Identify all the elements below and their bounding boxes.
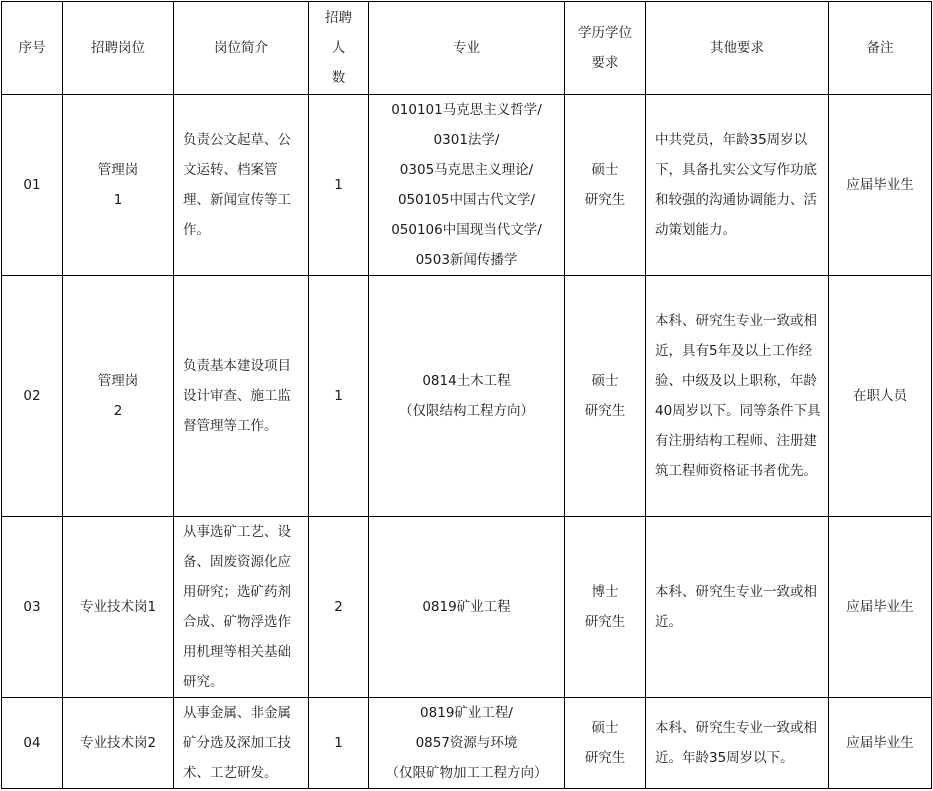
- cell-seq: 04: [2, 698, 63, 789]
- cell-major: [369, 276, 565, 517]
- table-header-row: [2, 2, 932, 95]
- header-position: 招聘岗位: [63, 2, 174, 95]
- cell-position: [63, 698, 174, 789]
- cell-degree: [565, 95, 646, 276]
- cell-count: 2: [309, 517, 369, 698]
- degree-line: 研究生: [584, 192, 626, 208]
- major-line: 0819矿业工程/: [420, 705, 513, 721]
- header-major: 专业: [369, 2, 565, 95]
- major-line: 0857资源与环境: [415, 735, 518, 751]
- major-line: 050106中国现当代文学/: [391, 222, 542, 238]
- major-line: 010101马克思主义哲学/: [391, 102, 542, 118]
- major-line: 0814土木工程: [422, 373, 511, 389]
- header-degree-line: 学历学位: [578, 25, 632, 41]
- major-line: 0301法学/: [433, 132, 500, 148]
- cell-remark: 应届毕业生: [829, 95, 932, 276]
- degree-line: 硕士: [591, 720, 619, 736]
- table-row: [2, 95, 932, 276]
- degree-line: 硕士: [591, 373, 619, 389]
- table-row: [2, 698, 932, 789]
- degree-line: 博士: [591, 584, 619, 600]
- cell-count: 1: [309, 698, 369, 789]
- major-line: （仅限结构工程方向）: [399, 403, 534, 419]
- cell-remark: 应届毕业生: [829, 698, 932, 789]
- cell-position: [63, 517, 174, 698]
- header-count-line: 人: [331, 40, 346, 56]
- position-line: 管理岗: [97, 373, 139, 389]
- cell-seq: 03: [2, 517, 63, 698]
- major-line: 0305马克思主义理论/: [399, 162, 534, 178]
- major-line: （仅限矿物加工工程方向）: [385, 765, 548, 781]
- cell-intro: 负责公文起草、公文运转、档案管理、新闻宣传等工作。: [174, 95, 309, 276]
- cell-count: 1: [309, 95, 369, 276]
- position-line: 专业技术岗1: [79, 599, 157, 615]
- header-count-line: 数: [331, 70, 346, 86]
- major-line: 050105中国古代文学/: [397, 192, 536, 208]
- recruitment-table: [1, 1, 932, 789]
- major-line: 0819矿业工程: [422, 599, 511, 615]
- cell-major: [369, 95, 565, 276]
- position-line: 管理岗: [97, 162, 139, 178]
- header-intro: 岗位简介: [174, 2, 309, 95]
- cell-other: 中共党员，年龄35周岁以下，具备扎实公文写作功底和较强的沟通协调能力、活动策划能力。: [646, 95, 829, 276]
- cell-count: 1: [309, 276, 369, 517]
- degree-line: 研究生: [584, 614, 626, 630]
- cell-seq: 01: [2, 95, 63, 276]
- header-other: 其他要求: [646, 2, 829, 95]
- position-line: 1: [113, 192, 123, 208]
- header-count: [309, 2, 369, 95]
- cell-intro: 负责基本建设项目设计审查、施工监督管理等工作。: [174, 276, 309, 517]
- cell-major: [369, 698, 565, 789]
- cell-remark: 应届毕业生: [829, 517, 932, 698]
- cell-other: 本科、研究生专业一致或相近。年龄35周岁以下。: [646, 698, 829, 789]
- cell-other: 本科、研究生专业一致或相近。: [646, 517, 829, 698]
- position-line: 专业技术岗2: [79, 735, 157, 751]
- cell-degree: [565, 276, 646, 517]
- cell-remark: 在职人员: [829, 276, 932, 517]
- header-degree-line: 要求: [591, 55, 619, 71]
- position-line: 2: [113, 403, 123, 419]
- header-count-line: 招聘: [325, 10, 352, 26]
- major-line: 0503新闻传播学: [415, 252, 518, 268]
- cell-major: [369, 517, 565, 698]
- table-row: [2, 517, 932, 698]
- degree-line: 研究生: [584, 403, 626, 419]
- header-remark: 备注: [829, 2, 932, 95]
- cell-intro: 从事选矿工艺、设备、固废资源化应用研究；选矿药剂合成、矿物浮选作用机理等相关基础研究。: [174, 517, 309, 698]
- cell-degree: [565, 517, 646, 698]
- cell-seq: 02: [2, 276, 63, 517]
- header-degree: [565, 2, 646, 95]
- table-row: [2, 276, 932, 517]
- degree-line: 研究生: [584, 750, 626, 766]
- degree-line: 硕士: [591, 162, 619, 178]
- cell-intro: 从事金属、非金属矿分选及深加工技术、工艺研发。: [174, 698, 309, 789]
- cell-other: 本科、研究生专业一致或相近，具有5年及以上工作经验、中级及以上职称，年龄40周岁以下。同等条件下具有注册结构工程师、注册建筑工程师资格证书者优先。: [646, 276, 829, 517]
- cell-degree: [565, 698, 646, 789]
- header-seq: 序号: [2, 2, 63, 95]
- cell-position: [63, 276, 174, 517]
- cell-position: [63, 95, 174, 276]
